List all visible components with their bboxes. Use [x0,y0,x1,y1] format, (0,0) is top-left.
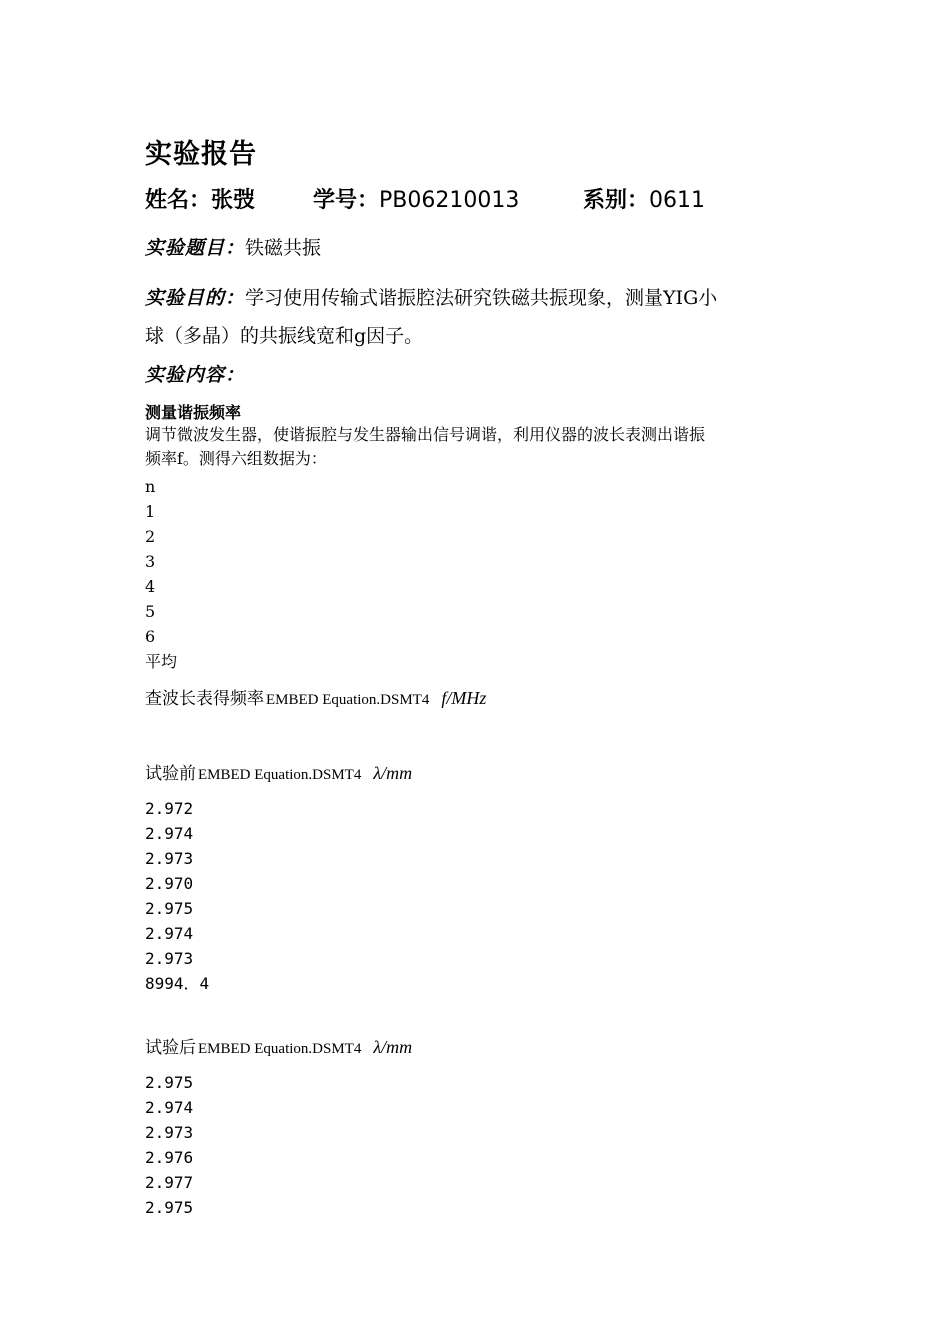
index-cell: 6 [145,627,156,646]
before-value-cell: 2.974 [145,924,194,943]
document-page [145,0,825,1344]
id-label: 学号： [313,188,380,213]
student-department [583,183,705,214]
after-header-label: 试验后 [145,1038,196,1058]
experiment-purpose [145,279,815,317]
after-value-cell: 2.977 [145,1173,194,1192]
after-header [145,1033,412,1058]
section-description-line-1: 调节微波发生器，使谐振腔与发生器输出信号调谐，利用仪器的波长表测出谐振 [145,425,706,444]
index-cell: n [145,477,156,496]
index-cell: 5 [145,602,156,621]
frequency-embed-field: EMBED Equation.DSMT4 [266,692,430,708]
topic-value: 铁磁共振 [245,237,322,259]
after-value-cell: 2.974 [145,1098,194,1117]
after-values-column [145,1070,193,1220]
student-name [145,183,255,214]
after-value-cell: 2.975 [145,1073,194,1092]
before-embed-field: EMBED Equation.DSMT4 [198,767,362,783]
index-cell: 1 [145,502,156,521]
before-value-cell: 2.974 [145,824,194,843]
before-value-cell: 2.972 [145,799,194,818]
content-label: 实验内容： [145,364,246,386]
after-embed-field: EMBED Equation.DSMT4 [198,1041,362,1057]
before-value-cell: 2.973 [145,949,194,968]
frequency-unit: f/MHz [441,688,487,708]
after-value-cell: 2.976 [145,1148,194,1167]
before-values-column [145,796,209,996]
purpose-line-1: 学习使用传输式谐振腔法研究铁磁共振现象，测量YIG小 [245,287,718,309]
after-unit: λ/mm [373,1037,413,1057]
before-value-cell: 8994．4 [145,974,210,993]
name-label: 姓名： [145,188,212,213]
after-value-cell: 2.973 [145,1123,194,1142]
section-heading: 测量谐振频率 [145,403,242,422]
topic-label: 实验题目： [145,237,246,259]
before-value-cell: 2.970 [145,874,194,893]
student-info-row [145,183,825,217]
name-value: 张弢 [211,188,256,213]
before-unit: λ/mm [373,763,413,783]
before-header [145,759,412,784]
index-cell: 2 [145,527,156,546]
dept-label: 系别： [583,188,650,213]
index-cell: 4 [145,577,156,596]
index-cell: 3 [145,552,156,571]
before-value-cell: 2.973 [145,849,194,868]
before-header-label: 试验前 [145,764,196,784]
experiment-topic [145,229,815,267]
frequency-header-label: 查波长表得频率 [145,689,264,709]
index-column [145,474,177,674]
experiment-content-label [145,356,815,394]
section-description-line-2: 频率f。测得六组数据为： [145,449,327,468]
frequency-header [145,684,486,709]
after-value-cell: 2.975 [145,1198,194,1217]
dept-value: 0611 [649,188,706,213]
report-title: 实验报告 [145,139,257,170]
purpose-label: 实验目的： [145,287,246,309]
before-value-cell: 2.975 [145,899,194,918]
purpose-line-2: 球（多晶）的共振线宽和g因子。 [145,325,424,347]
id-value: PB06210013 [379,188,520,213]
index-cell: 平均 [145,652,178,671]
student-id [313,183,519,214]
